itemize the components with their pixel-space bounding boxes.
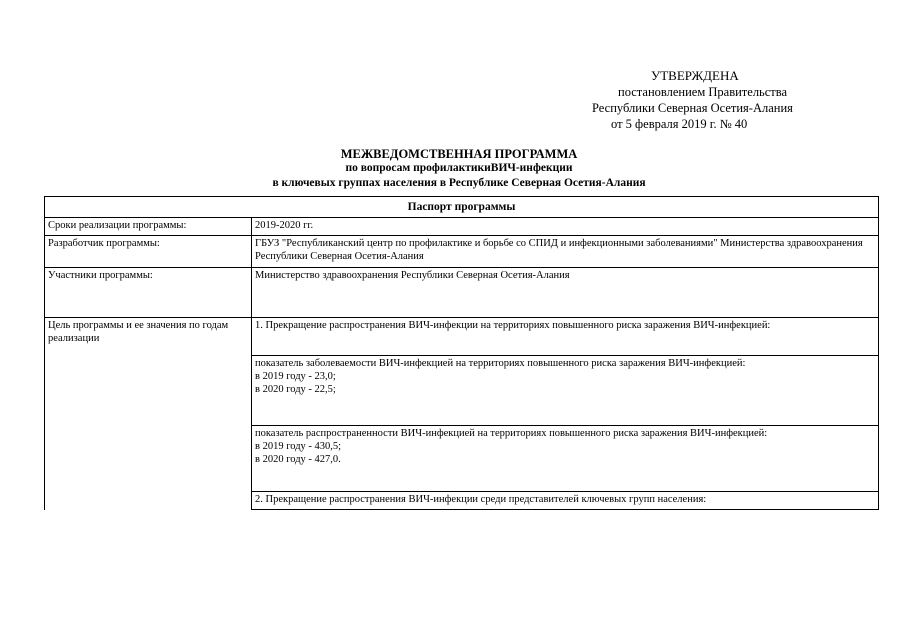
passport-table xyxy=(44,196,879,510)
document-subtitle-2: в ключевых группах населения в Республике Северная Осетия-Алания xyxy=(272,177,646,189)
approval-stamp xyxy=(560,68,860,132)
indicator-prevalence-2020: в 2020 году - 427,0. xyxy=(255,454,341,465)
document-subtitle-1: по вопросам профилактикиВИЧ-инфекции xyxy=(345,162,573,174)
approval-line-4: от 5 февраля 2019 г. № 40 xyxy=(611,117,748,131)
goal-indicator-incidence xyxy=(252,356,879,426)
approval-line-3: Республики Северная Осетия-Алания xyxy=(592,101,793,115)
indicator-incidence-2020: в 2020 году - 22,5; xyxy=(255,384,336,395)
indicator-prevalence-title: показатель распространенности ВИЧ-инфекцией на территориях повышенного риска заражения ВИЧ-инфекцией: xyxy=(255,428,768,439)
table-row xyxy=(45,218,879,236)
approval-line-1: УТВЕРЖДЕНА xyxy=(651,68,739,83)
row-label-goal: Цель программы и ее значения по годам реализации xyxy=(45,318,252,510)
goal-item-2: 2. Прекращение распространения ВИЧ-инфекции среди представителей ключевых групп населения: xyxy=(252,492,879,510)
indicator-incidence-title: показатель заболеваемости ВИЧ-инфекцией на территориях повышенного риска заражения ВИЧ-инфекцией: xyxy=(255,358,746,369)
passport-header: Паспорт программы xyxy=(45,197,879,218)
row-value-developer: ГБУЗ "Республиканский центр по профилактике и борьбе со СПИД и инфекционными заболеваниями" Министерства здравоохранения Республики Северная Осетия-Алания xyxy=(252,236,879,268)
goal-item-1: 1. Прекращение распространения ВИЧ-инфекции на территориях повышенного риска заражения ВИЧ-инфекцией: xyxy=(252,318,879,356)
row-label-participants: Участники программы: xyxy=(45,268,252,318)
indicator-prevalence-2019: в 2019 году - 430,5; xyxy=(255,441,342,452)
approval-line-2: постановлением Правительства xyxy=(618,85,788,99)
indicator-incidence-2019: в 2019 году - 23,0; xyxy=(255,371,336,382)
table-row xyxy=(45,318,879,356)
row-value-participants: Министерство здравоохранения Республики Северная Осетия-Алания xyxy=(252,268,879,318)
table-row xyxy=(45,236,879,268)
row-label-period: Сроки реализации программы: xyxy=(45,218,252,236)
document-title: МЕЖВЕДОМСТВЕННАЯ ПРОГРАММА xyxy=(340,147,578,161)
table-row xyxy=(45,268,879,318)
row-label-developer: Разработчик программы: xyxy=(45,236,252,268)
goal-indicator-prevalence xyxy=(252,426,879,492)
row-value-period: 2019-2020 гг. xyxy=(252,218,879,236)
